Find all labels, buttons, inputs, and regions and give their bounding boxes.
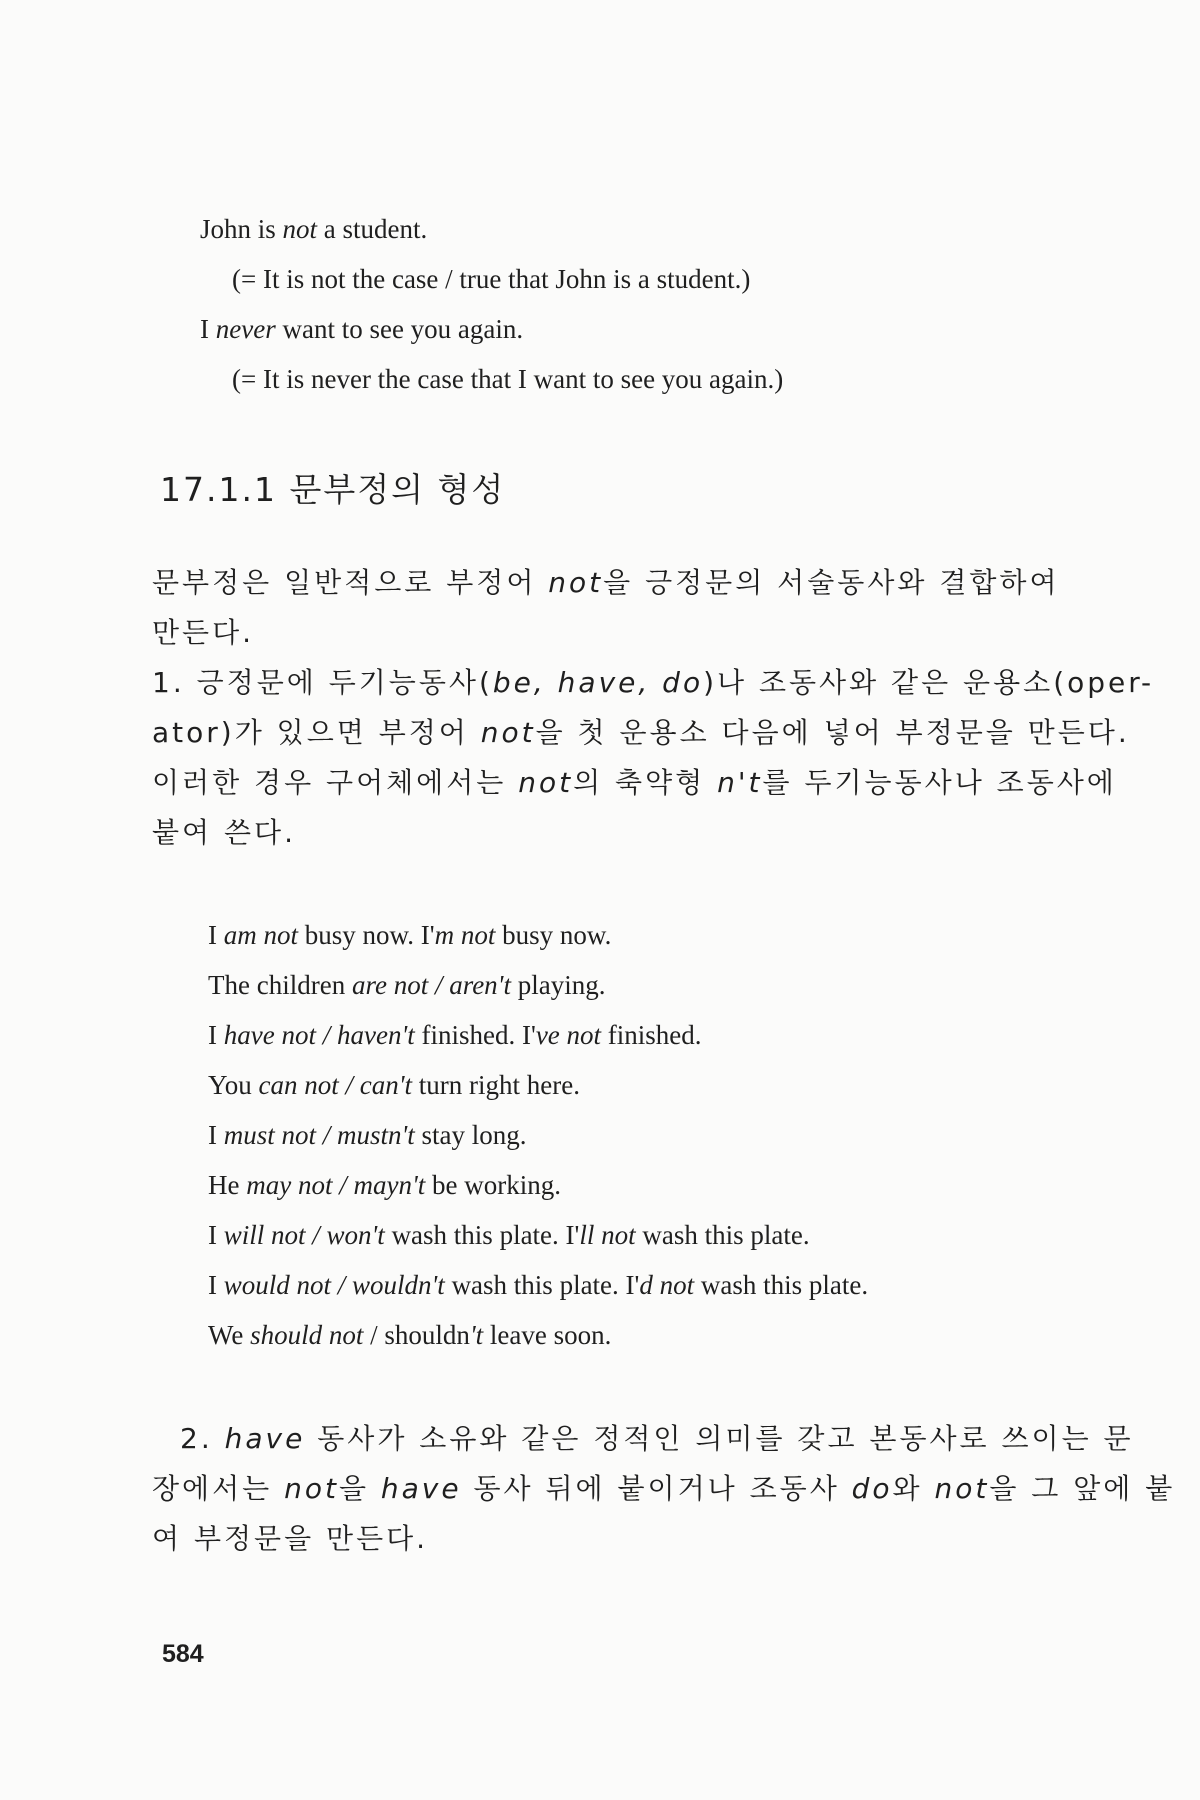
para1-line-2: 만든다. bbox=[152, 616, 255, 649]
section-heading: 17.1.1 문부정의 형성 bbox=[160, 470, 506, 509]
item1-line-1: 1. 긍정문에 두기능동사(be, have, do)나 조동사와 같은 운용소(oper- bbox=[152, 666, 1155, 699]
example-sentence: He may not / mayn't be working. bbox=[208, 1170, 561, 1200]
example-sentence: I have not / haven't finished. I've not finished. bbox=[208, 1020, 702, 1050]
intro-example-2: I never want to see you again. bbox=[200, 314, 524, 344]
item1-line-2: ator)가 있으면 부정어 not을 첫 운용소 다음에 넣어 부정문을 만든다. bbox=[152, 716, 1130, 749]
intro-paraphrase-2: (= It is never the case that I want to see you again.) bbox=[232, 364, 784, 394]
intro-example-1: John is not a student. bbox=[200, 214, 428, 244]
example-sentence: You can not / can't turn right here. bbox=[208, 1070, 580, 1100]
intro-paraphrase-1: (= It is not the case / true that John is a student.) bbox=[232, 264, 751, 294]
item1-line-4: 붙여 쓴다. bbox=[152, 816, 296, 849]
item2-line-1: 2. have 동사가 소유와 같은 정적인 의미를 갖고 본동사로 쓰이는 문 bbox=[180, 1422, 1134, 1455]
example-sentence: I am not busy now. I'm not busy now. bbox=[208, 920, 612, 950]
page-number: 584 bbox=[162, 1640, 204, 1668]
item1-line-3: 이러한 경우 구어체에서는 not의 축약형 n't를 두기능동사나 조동사에 bbox=[152, 766, 1117, 799]
example-sentence: We should not / shouldn't leave soon. bbox=[208, 1320, 612, 1350]
example-sentence: The children are not / aren't playing. bbox=[208, 970, 606, 1000]
item2-line-3: 여 부정문을 만든다. bbox=[152, 1522, 429, 1555]
para1-line-1: 문부정은 일반적으로 부정어 not을 긍정문의 서술동사와 결합하여 bbox=[152, 566, 1060, 599]
example-sentence: I would not / wouldn't wash this plate. I'd not wash this plate. bbox=[208, 1270, 869, 1300]
example-sentence: I must not / mustn't stay long. bbox=[208, 1120, 527, 1150]
example-sentence: I will not / won't wash this plate. I'll not wash this plate. bbox=[208, 1220, 810, 1250]
item2-line-2: 장에서는 not을 have 동사 뒤에 붙이거나 조동사 do와 not을 그 앞에 붙 bbox=[152, 1472, 1176, 1505]
